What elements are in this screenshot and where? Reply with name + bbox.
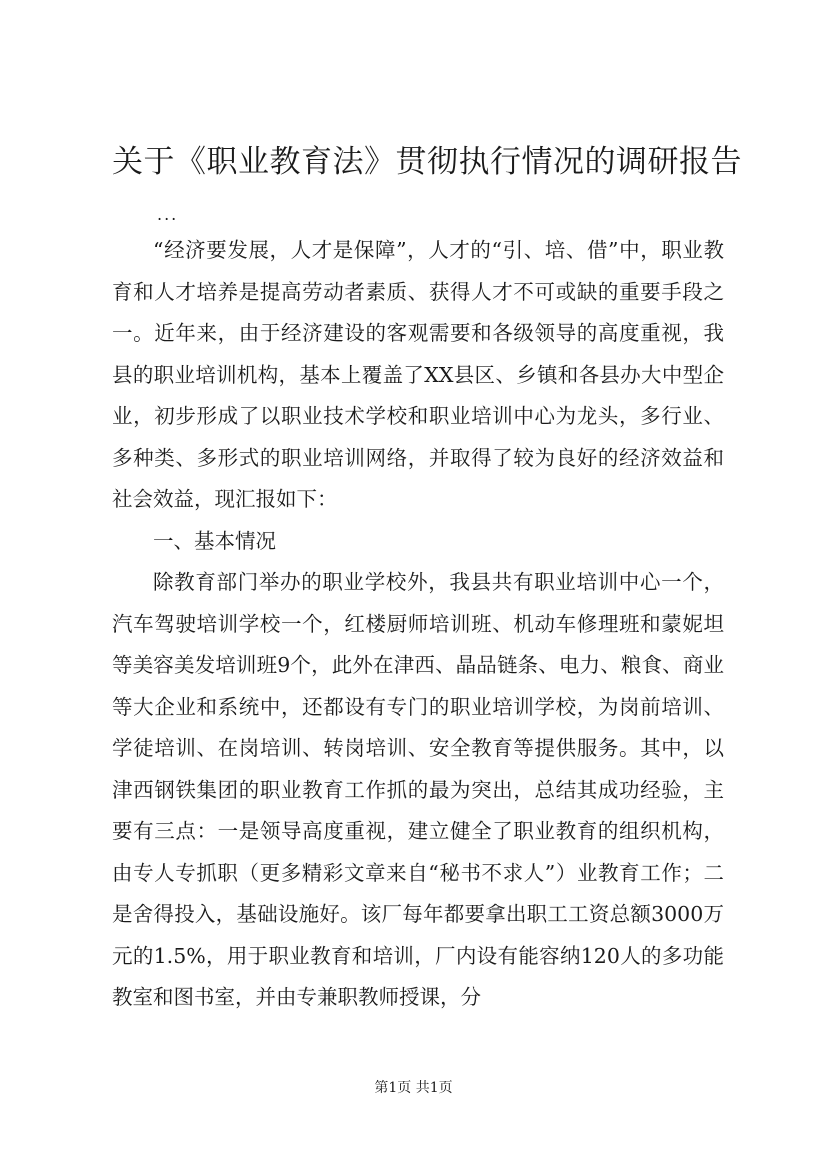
document-title: 关于《职业教育法》贯彻执行情况的调研报告 bbox=[112, 144, 742, 180]
paragraph-basic-situation: 除教育部门举办的职业学校外，我县共有职业培训中心一个，汽车驾驶培训学校一个，红楼厨师培训班、机动车修理班和蒙妮坦等美容美发培训班9个，此外在津西、晶品链条、电力、粮食、商业等大企业和系统中，还都设有专门的职业培训学校，为岗前培训、学徒培训、在岗培训、转岗培训、安全教育等提供服务。其中，以津西钢铁集团的职业教育工作抓的最为突出，总结其成功经验，主要有三点：一是领导高度重视，建立健全了职业教育的组织机构，由专人专抓职（更多精彩文章来自“秘书不求人”）业教育工作；二是舍得投入，基础设施好。该厂每年都要拿出职工工资总额3000万元的1.5%，用于职业教育和培训，厂内设有能容纳120人的多功能教室和图书室，并由专兼职教师授课，分 bbox=[112, 570, 724, 1009]
document-body bbox=[112, 230, 724, 1019]
paragraph-intro: “经济要发展，人才是保障”，人才的“引、培、借”中，职业教育和人才培养是提高劳动者素质、获得人才不可或缺的重要手段之一。近年来，由于经济建设的客观需要和各级领导的高度重视，我县的职业培训机构，基本上覆盖了XX县区、乡镇和各县办大中型企业，初步形成了以职业技术学校和职业培训中心为龙头，多行业、多种类、多形式的职业培训网络，并取得了较为良好的经济效益和社会效益，现汇报如下： bbox=[112, 238, 724, 511]
section-heading: 一、基本情况 bbox=[153, 528, 276, 553]
ellipsis-text: ... bbox=[157, 205, 179, 224]
page-footer: 第1页 共1页 bbox=[374, 1080, 453, 1096]
